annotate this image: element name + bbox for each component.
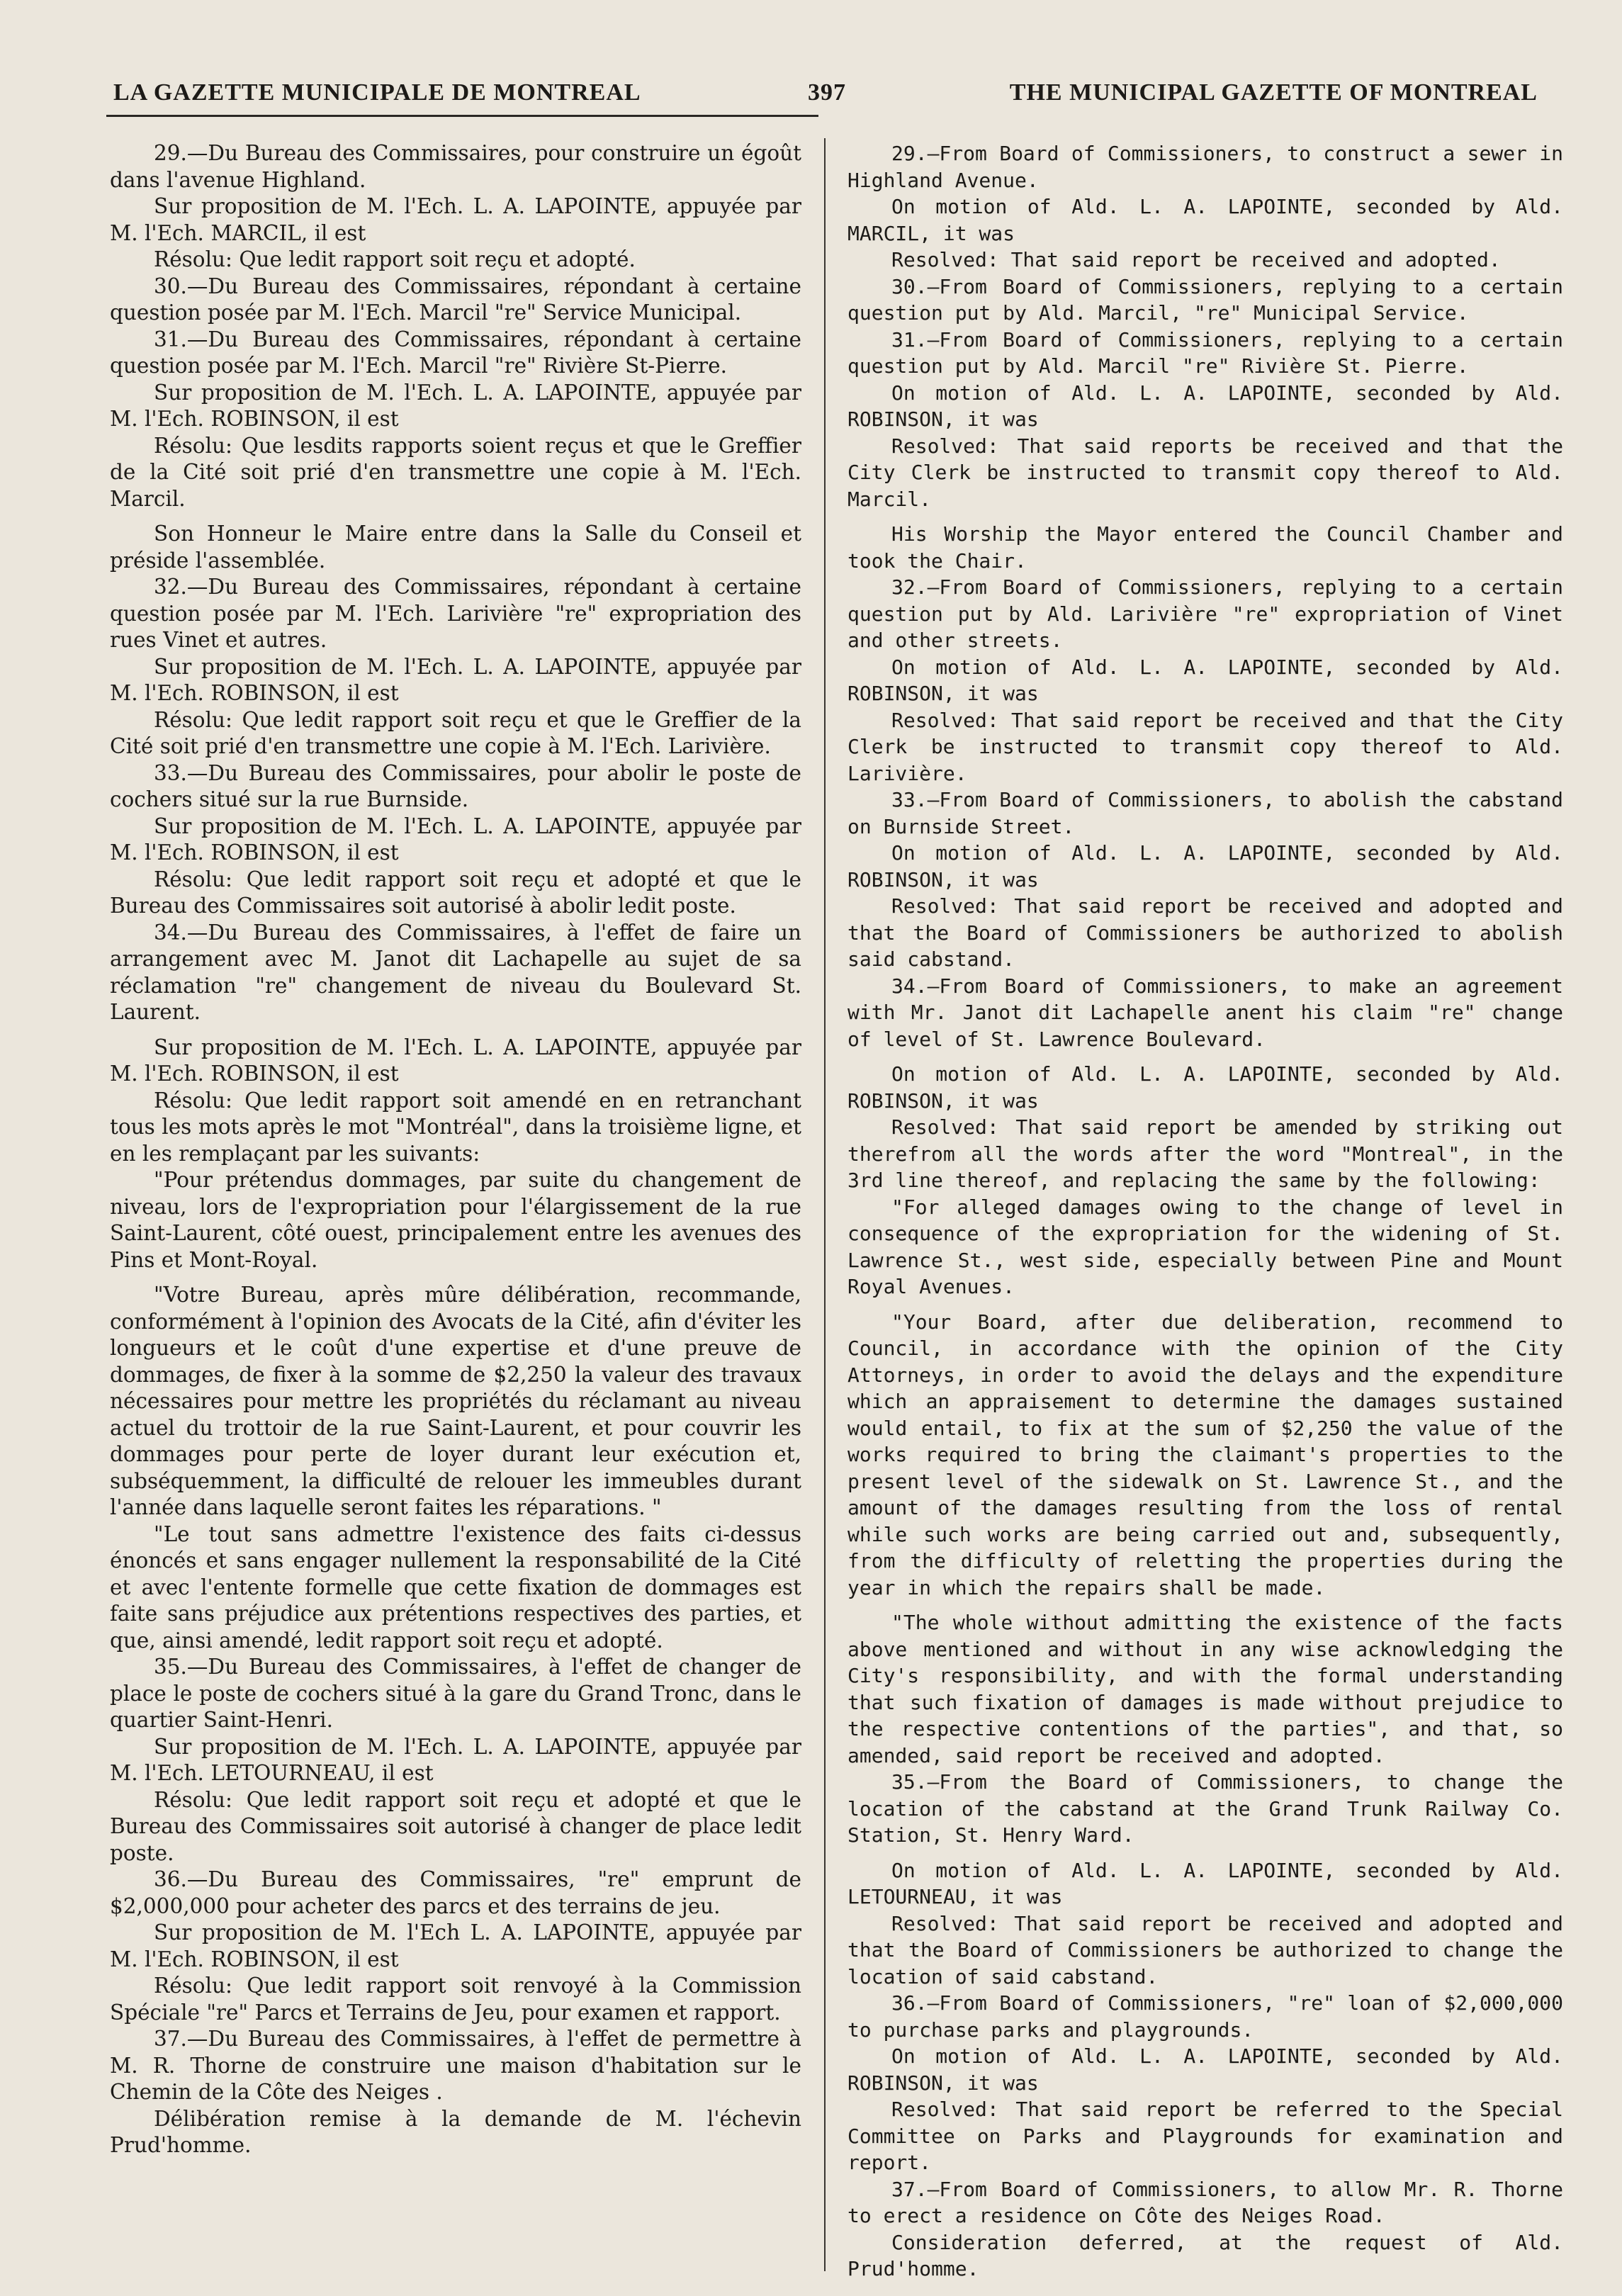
paragraph: On motion of Ald. L. A. LAPOINTE, seconded by Ald. MARCIL, it was [847, 195, 1563, 245]
paragraph: Resolved: That said report be referred to the Special Committee on Parks and Playgrounds for examination and report. [847, 2098, 1563, 2174]
header-title-english: THE MUNICIPAL GAZETTE OF MONTREAL [1009, 79, 1538, 106]
paragraph: Resolved: That said report be amended by striking out therefrom all the words after the word "Montreal", in the 3rd line thereof, and replacing the same by the following: [847, 1115, 1563, 1192]
french-column [110, 140, 801, 2159]
paragraph: On motion of Ald. L. A. LAPOINTE, seconded by Ald. ROBINSON, it was [847, 841, 1563, 891]
paragraph: Resolved: That said reports be received and that the City Clerk be instructed to transmit copy thereof to Ald. Marcil. [847, 434, 1563, 511]
paragraph: Résolu: Que ledit rapport soit reçu et que le Greffier de la Cité soit prié d'en transmettre une copie à M. l'Ech. Larivière. [110, 707, 801, 758]
paragraph: 30.—Du Bureau des Commissaires, répondant à certaine question posée par M. l'Ech. Marcil "re" Service Municipal. [110, 274, 801, 325]
paragraph: "Pour prétendus dommages, par suite du changement de niveau, lors de l'expropriation pour l'élargissement de la rue Saint-Laurent, côté ouest, principalement entre les avenues des Pins et Mont-Royal. [110, 1168, 801, 1272]
header-rule [106, 115, 818, 117]
header-title-french: LA GAZETTE MUNICIPALE DE MONTREAL [113, 79, 641, 106]
paragraph: 29.—Du Bureau des Commissaires, pour construire un égoût dans l'avenue Highland. [110, 141, 801, 192]
paragraph: His Worship the Mayor entered the Council Chamber and took the Chair. [847, 522, 1563, 573]
paragraph: Résolu: Que ledit rapport soit reçu et adopté et que le Bureau des Commissaires soit autorisé à abolir ledit poste. [110, 867, 801, 918]
paragraph: 29.—From Board of Commissioners, to construct a sewer in Highland Avenue. [847, 142, 1563, 192]
paragraph: Son Honneur le Maire entre dans la Salle du Conseil et préside l'assemblée. [110, 522, 801, 573]
paragraph: "Your Board, after due deliberation, recommend to Council, in accordance with the opinion of the City Attorneys, in order to avoid the delays and the expenditure which an appraisement to determine the damages sustained would entail, to fix at the sum of $2,250 the value of the works required to bring the claimant's properties to the present level of the sidewalk on St. Lawrence St., and the amount of the damages resulting from the loss of rental while such works are being carried out and, subsequently, from the difficulty of reletting the properties during the year in which the repairs shall be made. [847, 1310, 1563, 1599]
paragraph: Résolu: Que ledit rapport soit reçu et adopté. [154, 247, 636, 271]
paragraph: 33.—From Board of Commissioners, to abolish the cabstand on Burnside Street. [847, 788, 1563, 838]
paragraph: Sur proposition de M. l'Ech. L. A. LAPOINTE, appuyée par M. l'Ech. ROBINSON, il est [110, 814, 801, 865]
paragraph: On motion of Ald. L. A. LAPOINTE, seconded by Ald. ROBINSON, it was [847, 2044, 1563, 2095]
paragraph: On motion of Ald. L. A. LAPOINTE, seconded by Ald. ROBINSON, it was [847, 1062, 1563, 1113]
page-number: 397 [808, 79, 846, 106]
paragraph: 31.—Du Bureau des Commissaires, répondant à certaine question posée par M. l'Ech. Marcil "re" Rivière St-Pierre. [110, 327, 801, 378]
paragraph: 34.—From Board of Commissioners, to make an agreement with Mr. Janot dit Lachapelle anent his claim "re" change of level of St. Lawrence Boulevard. [847, 974, 1563, 1051]
paragraph: 35.—Du Bureau des Commissaires, à l'effet de changer de place le poste de cochers situé à la gare du Grand Tronc, dans le quartier Saint-Henri. [110, 1655, 801, 1732]
paragraph: 33.—Du Bureau des Commissaires, pour abolir le poste de cochers situé sur la rue Burnside. [110, 760, 801, 811]
paragraph: "Votre Bureau, après mûre délibération, recommande, conformément à l'opinion des Avocats de la Cité, afin d'éviter les longueurs et le coût d'une expertise et d'une preuve de dommages, de fixer à la somme de $2,250 la valeur des travaux nécessaires pour mettre les propriétés du réclamant au niveau actuel du trottoir de la rue Saint-Laurent, et pour couvrir les dommages pour perte de loyer durant leur exécution et, subséquemment, la difficulté de relouer les immeubles durant l'année dans laquelle seront faites les réparations. " [110, 1283, 801, 1519]
paragraph: Résolu: Que ledit rapport soit renvoyé à la Commission Spéciale "re" Parcs et Terrains de Jeu, pour examen et rapport. [110, 1974, 801, 2025]
english-column [847, 140, 1563, 2283]
paragraph: On motion of Ald. L. A. LAPOINTE, seconded by Ald. ROBINSON, it was [847, 655, 1563, 705]
paragraph: "For alleged damages owing to the change of level in consequence of the expropriation for the widening of St. Lawrence St., west side, especially between Pine and Mount Royal Avenues. [847, 1195, 1563, 1298]
paragraph: Resolved: That said report be received and that the City Clerk be instructed to transmit copy thereof to Ald. Larivière. [847, 708, 1563, 785]
paragraph: 30.—From Board of Commissioners, replying to a certain question put by Ald. Marcil, "re" Municipal Service. [847, 274, 1563, 325]
paragraph: Sur proposition de M. l'Ech. L. A. LAPOINTE, appuyée par M. l'Ech. ROBINSON, il est [110, 380, 801, 431]
paragraph: 37.—Du Bureau des Commissaires, à l'effet de permettre à M. R. Thorne de construire une maison d'habitation sur le Chemin de la Côte des Neiges . [110, 2027, 801, 2104]
paragraph: 34.—Du Bureau des Commissaires, à l'effet de faire un arrangement avec M. Janot dit Lachapelle au sujet de sa réclamation "re" changement de niveau du Boulevard St. Laurent. [110, 920, 801, 1024]
paragraph: On motion of Ald. L. A. LAPOINTE, seconded by Ald. LETOURNEAU, it was [847, 1858, 1563, 1908]
paragraph: 36.—Du Bureau des Commissaires, "re" emprunt de $2,000,000 pour acheter des parcs et des terrains de jeu. [110, 1867, 801, 1918]
paragraph: "The whole without admitting the existence of the facts above mentioned and without in any wise acknowledging the City's responsibility, and with the formal understanding that such fixation of damages is made without prejudice to the respective contentions of the parties", and that, so amended, said report be received and adopted. [847, 1611, 1563, 1767]
paragraph: Résolu: Que lesdits rapports soient reçus et que le Greffier de la Cité soit prié d'en transmettre une copie à M. l'Ech. Marcil. [110, 433, 801, 511]
paragraph: Resolved: That said report be received and adopted and that the Board of Commissioners be authorized to abolish said cabstand. [847, 894, 1563, 971]
paragraph: 35.—From the Board of Commissioners, to change the location of the cabstand at the Grand Trunk Railway Co. Station, St. Henry Ward. [847, 1770, 1563, 1847]
paragraph: Consideration deferred, at the request of Ald. Prud'homme. [847, 2230, 1563, 2280]
paragraph: 32.—From Board of Commissioners, replying to a certain question put by Ald. Larivière "re" expropriation of Vinet and other streets. [847, 575, 1563, 652]
paragraph: Résolu: Que ledit rapport soit reçu et adopté et que le Bureau des Commissaires soit autorisé à changer de place ledit poste. [110, 1787, 801, 1865]
paragraph: On motion of Ald. L. A. LAPOINTE, seconded by Ald. ROBINSON, it was [847, 381, 1563, 431]
paragraph: 32.—Du Bureau des Commissaires, répondant à certaine question posée par M. l'Ech. Larivière "re" expropriation des rues Vinet et autres. [110, 575, 801, 652]
paragraph: Sur proposition de M. l'Ech. L. A. LAPOINTE, appuyée par M. l'Ech. ROBINSON, il est [110, 1035, 801, 1086]
column-divider [824, 138, 826, 2271]
paragraph: 31.—From Board of Commissioners, replying to a certain question put by Ald. Marcil "re" Rivière St. Pierre. [847, 327, 1563, 378]
paragraph: Sur proposition de M. l'Ech. L. A. LAPOINTE, appuyée par M. l'Ech. LETOURNEAU, il est [110, 1734, 801, 1785]
paragraph: Sur proposition de M. l'Ech. L. A. LAPOINTE, appuyée par M. l'Ech. ROBINSON, il est [110, 654, 801, 705]
paragraph: Sur proposition de M. l'Ech. L. A. LAPOINTE, appuyée par M. l'Ech. MARCIL, il est [110, 194, 801, 245]
paragraph: Resolved: That said report be received and adopted. [891, 248, 1501, 271]
paragraph: Sur proposition de M. l'Ech L. A. LAPOINTE, appuyée par M. l'Ech. ROBINSON, il est [110, 1920, 801, 1971]
paragraph: Résolu: Que ledit rapport soit amendé en en retranchant tous les mots après le mot "Montréal", dans la troisième ligne, et en les remplaçant par les suivants: [110, 1088, 801, 1166]
paragraph: "Le tout sans admettre l'existence des faits ci-dessus énoncés et sans engager nullement la responsabilité de la Cité et avec l'entente formelle que cette fixation de dommages est faite sans préjudice aux prétentions respectives des parties, et que, ainsi amendé, ledit rapport soit reçu et adopté. [110, 1521, 801, 1653]
paragraph: 36.—From Board of Commissioners, "re" loan of $2,000,000 to purchase parks and playgrounds. [847, 1991, 1563, 2042]
paragraph: Resolved: That said report be received and adopted and that the Board of Commissioners be authorized to change the location of said cabstand. [847, 1911, 1563, 1988]
paragraph: Délibération remise à la demande de M. l'échevin Prud'homme. [110, 2106, 801, 2157]
paragraph: 37.—From Board of Commissioners, to allow Mr. R. Thorne to erect a residence on Côte des Neiges Road. [847, 2177, 1563, 2227]
